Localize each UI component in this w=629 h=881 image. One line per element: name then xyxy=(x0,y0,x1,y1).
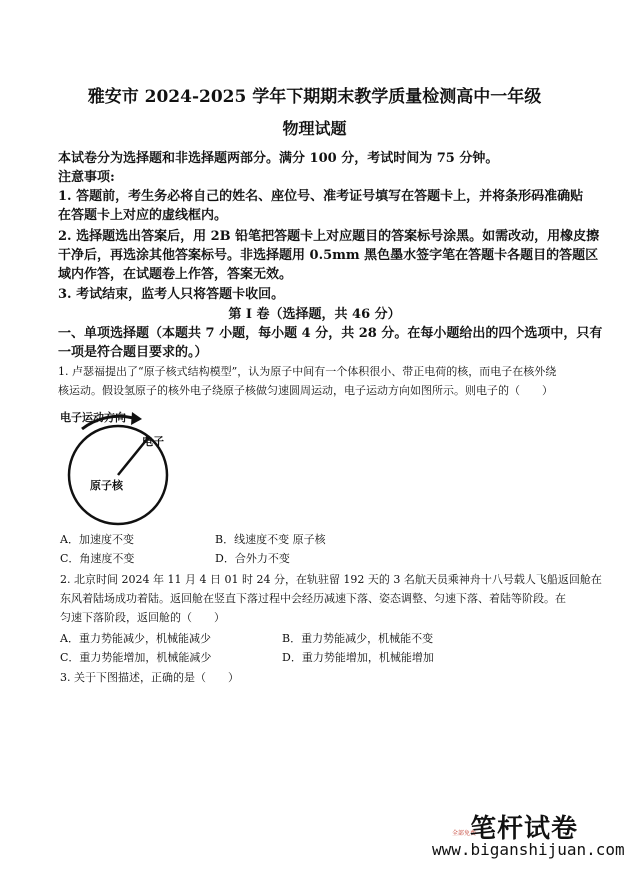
direction-arrowhead-icon xyxy=(131,412,142,425)
section1-desc-line-1: 一、单项选择题（本题共 7 小题，每小题 4 分，共 28 分。在每小题给出的四个选项中，只有 xyxy=(58,326,603,341)
watermark-logo: 笔杆试卷 xyxy=(470,814,579,844)
exam-summary: 本试卷分为选择题和非选择题两部分。满分 100 分，考试时间为 75 分钟。 xyxy=(58,151,499,166)
q2-option-b: B．重力势能减少，机械能不变 xyxy=(282,632,434,645)
q2-stem-line-2: 东风着陆场成功着陆。返回舱在竖直下落过程中会经历减速下落、姿态调整、匀速下落、着陆等阶段。在 xyxy=(60,592,566,605)
q1-option-b: B．线速度不变 原子核 xyxy=(215,533,326,546)
q1-option-c: C．角速度不变 xyxy=(60,552,135,565)
q2-option-d: D．重力势能增加，机械能增加 xyxy=(282,651,434,664)
q1-option-a: A．加速度不变 xyxy=(60,533,134,546)
direction-label: 电子运动方向 xyxy=(60,411,126,424)
q1-stem-line-1: 1. 卢瑟福提出了“原子核式结构模型”，认为原子中间有一个体积很小、带正电荷的核，而电子在核外绕 xyxy=(58,365,557,378)
note-1-line-2: 在答题卡上对应的虚线框内。 xyxy=(58,208,228,223)
watermark-free-tag: 全部免费 xyxy=(452,830,477,837)
note-2-line-2: 干净后，再选涂其他答案标号。非选择题用 0.5mm 黑色墨水签字笔在答题卡各题目的答题区 xyxy=(58,248,599,263)
atom-orbit-figure xyxy=(60,405,180,527)
watermark-url: www.biganshijuan.com xyxy=(432,840,625,859)
note-3: 3. 考试结束，监考人只将答题卡收回。 xyxy=(58,287,285,302)
q2-stem-line-3: 匀速下落阶段，返回舱的（ ） xyxy=(60,611,225,624)
exam-title: 雅安市 2024-2025 学年下期期末教学质量检测高中一年级 xyxy=(87,87,542,107)
note-2-line-1: 2. 选择题选出答案后，用 2B 铅笔把答题卡上对应题目的答案标号涂黑。如需改动，用橡皮擦 xyxy=(58,229,600,244)
note-2-line-3: 域内作答，在试题卷上作答，答案无效。 xyxy=(58,267,293,282)
q2-option-a: A．重力势能减少，机械能减少 xyxy=(60,632,211,645)
subject-title: 物理试题 xyxy=(282,119,347,138)
electron-label: 电子 xyxy=(142,435,164,448)
section1-desc-line-2: 一项是符合题目要求的。） xyxy=(58,345,208,360)
q1-stem-line-2: 核运动。假设氢原子的核外电子绕原子核做匀速圆周运动，电子运动方向如图所示。则电子的（ ） xyxy=(58,384,553,397)
note-1-line-1: 1. 答题前，考生务必将自己的姓名、座位号、准考证号填写在答题卡上，并将条形码准确贴 xyxy=(58,189,584,204)
q2-stem-line-1: 2. 北京时间 2024 年 11 月 4 日 01 时 24 分，在轨驻留 192 天的 3 名航天员乘神舟十八号载人飞船返回舱在 xyxy=(60,573,602,586)
q1-option-d: D．合外力不变 xyxy=(215,552,290,565)
q3-stem: 3. 关于下图描述，正确的是（ ） xyxy=(60,671,239,684)
q2-option-c: C．重力势能增加，机械能减少 xyxy=(60,651,212,664)
part1-heading: 第 I 卷（选择题，共 46 分） xyxy=(228,307,401,322)
nucleus-label: 原子核 xyxy=(90,479,123,492)
notes-heading: 注意事项: xyxy=(58,170,115,185)
